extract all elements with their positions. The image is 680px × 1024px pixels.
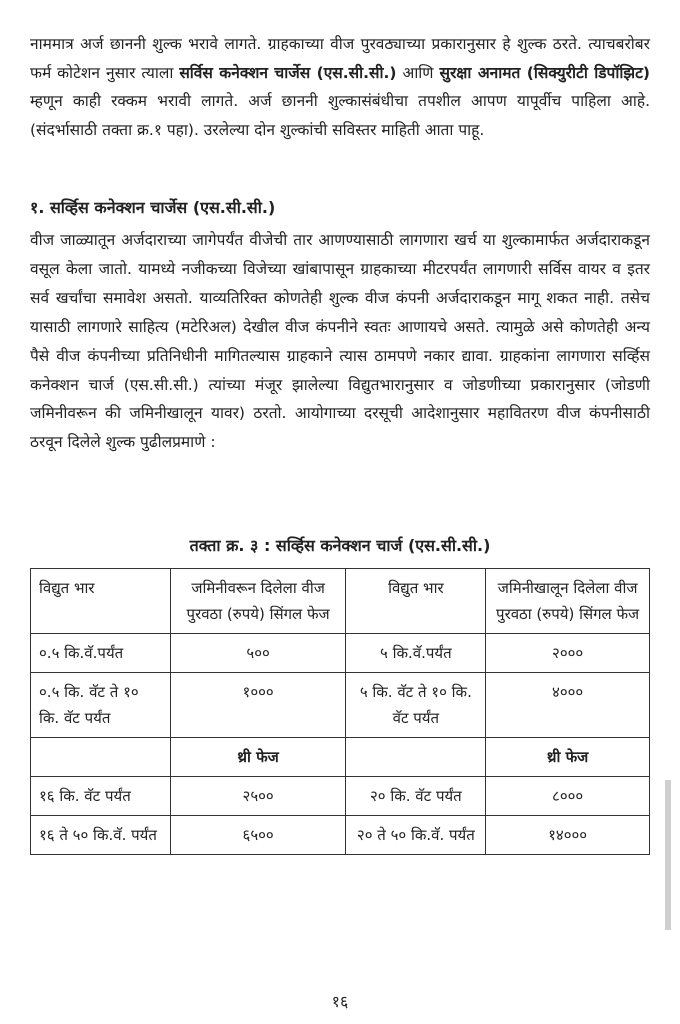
table-title: तक्ता क्र. ३ : सर्व्हिस कनेक्शन चार्ज (एस.सी.सी.) [189,536,491,555]
three-phase-label-overhead: थ्री फेज [170,738,346,777]
table-cell: ६५०० [170,816,346,855]
table-cell: १६ कि. वॅट पर्यंत [31,777,171,816]
table-row [31,673,650,738]
table-cell: २० ते ५० कि.वॅ. पर्यंत [346,816,486,855]
table-cell: ५ कि.वॅ.पर्यंत [346,634,486,673]
section-body: वीज जाळ्यातून अर्जदाराच्या जागेपर्यंत वीजेची तार आणण्यासाठी लागणारा खर्च या शुल्कामार्फत अर्जदाराकडून वसूल केला जातो. यामध्ये नजीकच्या विजेच्या खांबापासून ग्राहकाच्या मीटरपर्यंत लागणारी सर्विस वायर व इतर सर्व खर्चांचा समावेश असतो. याव्यतिरिक्त कोणतेही शुल्क वीज कंपनी अर्जदाराकडून मागू शकत नाही. तसेच यासाठी लागणारे साहित्य (मटेरिअल) देखील वीज कंपनीने स्वतः आणायचे असते. त्यामुळे असे कोणतेही अन्य पैसे वीज कंपनीच्या प्रतिनिधीनी मागितल्यास ग्राहकाने त्यास ठामपणे नकार द्यावा. ग्राहकांना लागणारा सर्व्हिस कनेक्शन चार्ज (एस.सी.सी.) त्यांच्या मंजूर झालेल्या विद्युतभारानुसार व जोडणीच्या प्रकारानुसार (जोडणी जमिनीवरून की जमिनीखालून यावर) ठरतो. आयोगाच्या दरसूची आदेशानुसार महावितरण वीज कंपनीसाठी ठरवून दिलेले शुल्क पुढीलप्रमाणे : [30,231,650,452]
page-edge-shadow [665,780,671,930]
table-cell-empty [31,738,171,777]
table-cell: ०.५ कि. वॅट ते १० कि. वॅट पर्यंत [31,673,171,738]
table-cell: २००० [486,634,650,673]
table-cell: १४००० [486,816,650,855]
page-number: १६ [331,992,349,1011]
table-cell: २० कि. वॅट पर्यंत [346,777,486,816]
table-cell: १६ ते ५० कि.वॅ. पर्यंत [31,816,171,855]
intro-text-1: नाममात्र अर्ज छाननी शुल्क भरावे लागते. ग्राहकाच्या वीज पुरवठ्याच्या प्रकारानुसार हे शुल्क ठरते. त्याचबरोबर फर्म कोटेशन नुसार त्याला [30,35,650,82]
three-phase-label-underground: थ्री फेज [486,738,650,777]
table-cell: ५०० [170,634,346,673]
table-cell-empty [346,738,486,777]
table-row [31,816,650,855]
table-cell: ८००० [486,777,650,816]
table-cell: ४००० [486,673,650,738]
table-header-row [31,569,650,634]
table-cell: २५०० [170,777,346,816]
table-cell: १००० [170,673,346,738]
service-connection-table [30,568,650,855]
header-load-underground: विद्युत भार [346,569,486,634]
three-phase-header-row [31,738,650,777]
intro-paragraph [30,30,650,144]
intro-text-3: म्हणून काही रक्कम भरावी लागते. अर्ज छाननी शुल्कासंबंधीचा तपशील आपण यापूर्वीच पाहिला आहे. (संदर्भासाठी तक्ता क्र.१ पहा). उरलेल्या दोन शुल्कांची सविस्तर माहिती आता पाहू. [30,92,650,139]
intro-bold-deposit: सुरक्षा अनामत (सिक्युरीटी डिपॉझिट) [439,63,650,82]
intro-bold-scc: सर्विस कनेक्शन चार्जेस (एस.सी.सी.) [179,63,397,82]
intro-text-2: आणि [396,63,440,82]
table-row [31,777,650,816]
section-heading: १. सर्व्हिस कनेक्शन चार्जेस (एस.सी.सी.) [30,198,276,217]
table-cell: ०.५ कि.वॅ.पर्यंत [31,634,171,673]
header-overhead-supply: जमिनीवरून दिलेला वीज पुरवठा (रुपये) सिंगल फेज [170,569,346,634]
table-cell: ५ कि. वॅट ते १० कि. वॅट पर्यंत [346,673,486,738]
table-row [31,634,650,673]
header-load-overhead: विद्युत भार [31,569,171,634]
header-underground-supply: जमिनीखालून दिलेला वीज पुरवठा (रुपये) सिंगल फेज [486,569,650,634]
